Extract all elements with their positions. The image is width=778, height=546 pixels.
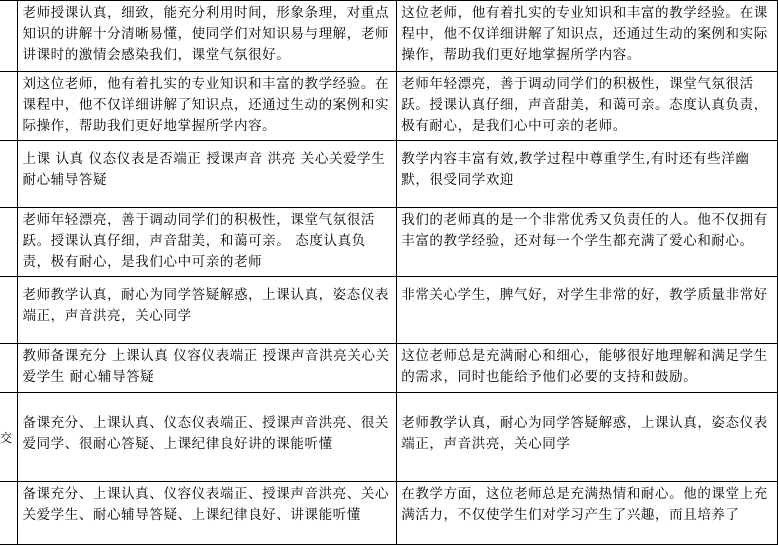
comment-cell-left: 上课 认真 仪态仪表是否端正 授课声音 洪亮 关心关爱学生 耐心辅导答疑: [18, 141, 397, 208]
comment-cell-left: 老师授课认真，细致，能充分利用时间，形象条理，对重点知识的讲解十分清晰易懂，使同学们对知识易与理解，老师讲课时的激情会感染我们，课堂气氛很好。: [18, 1, 397, 72]
comment-cell-right: 教学内容丰富有效,教学过程中尊重学生,有时还有些洋幽默，很受同学欢迎: [397, 141, 778, 208]
comment-cell-right: 这位老师总是充满耐心和细心，能够很好地理解和满足学生的需求，同时也能给予他们必要的支持和鼓励。: [397, 344, 778, 393]
comment-cell-left: 老师教学认真，耐心为同学答疑解惑，上课认真，姿态仪表端正，声音洪亮，关心同学: [18, 277, 397, 344]
comment-cell-left: 刘这位老师，他有着扎实的专业知识和丰富的教学经验。在课程中，他不仅详细讲解了知识点，还通过生动的案例和实际操作，帮助我们更好地掌握所学内容。: [18, 72, 397, 141]
table-row: [0, 141, 778, 208]
table-row: [0, 208, 778, 277]
comment-cell-right: 这位老师，他有着扎实的专业知识和丰富的教学经验。在课程中，他不仅详细讲解了知识点，还通过生动的案例和实际操作，帮助我们更好地掌握所学内容。: [397, 1, 778, 72]
table-row: [0, 482, 778, 545]
table-row: [0, 344, 778, 393]
comment-cell-right: 老师教学认真，耐心为同学答疑解惑，上课认真，姿态仪表端正，声音洪亮，关心同学: [397, 393, 778, 482]
row-gutter: [0, 344, 18, 393]
table-row: [0, 72, 778, 141]
row-gutter: [0, 393, 18, 482]
comment-cell-left: 老师年轻漂亮，善于调动同学们的积极性，课堂气氛很活跃。授课认真仔细，声音甜美，和蔼可亲。 态度认真负责，极有耐心，是我们心中可亲的老师: [18, 208, 397, 277]
row-gutter: [0, 141, 18, 208]
comment-cell-left: 教师备课充分 上课认真 仪容仪表端正 授课声音洪亮关心关爱学生 耐心辅导答疑: [18, 344, 397, 393]
comment-cell-left: 备课充分、上课认真、仪容仪表端正、授课声音洪亮、关心关爱学生、耐心辅导答疑、上课纪律良好、讲课能听懂: [18, 482, 397, 545]
comment-cell-left: 备课充分、上课认真、仪态仪表端正、授课声音洪亮、很关爱同学、很耐心答疑、上课纪律良好讲的课能听懂: [18, 393, 397, 482]
row-gutter: [0, 208, 18, 277]
comment-cell-right: 在教学方面，这位老师总是充满热情和耐心。他的课堂上充满活力，不仅使学生们对学习产生了兴趣，而且培养了: [397, 482, 778, 545]
row-gutter: [0, 482, 18, 545]
comment-cell-right: 非常关心学生，脾气好，对学生非常的好，教学质量非常好: [397, 277, 778, 344]
table-row: [0, 393, 778, 482]
comment-cell-right: 我们的老师真的是一个非常优秀又负责任的人。他不仅拥有丰富的教学经验，还对每一个学生都充满了爱心和耐心。: [397, 208, 778, 277]
table-row: [0, 277, 778, 344]
row-gutter: [0, 72, 18, 141]
row-gutter: [0, 277, 18, 344]
comment-cell-right: 老师年轻漂亮，善于调动同学们的积极性，课堂气氛很活跃。授课认真仔细，声音甜美，和蔼可亲。态度认真负责，极有耐心，是我们心中可亲的老师。: [397, 72, 778, 141]
row-gutter: [0, 1, 18, 72]
table-row: [0, 1, 778, 72]
gutter-fragment: 交: [0, 431, 13, 445]
